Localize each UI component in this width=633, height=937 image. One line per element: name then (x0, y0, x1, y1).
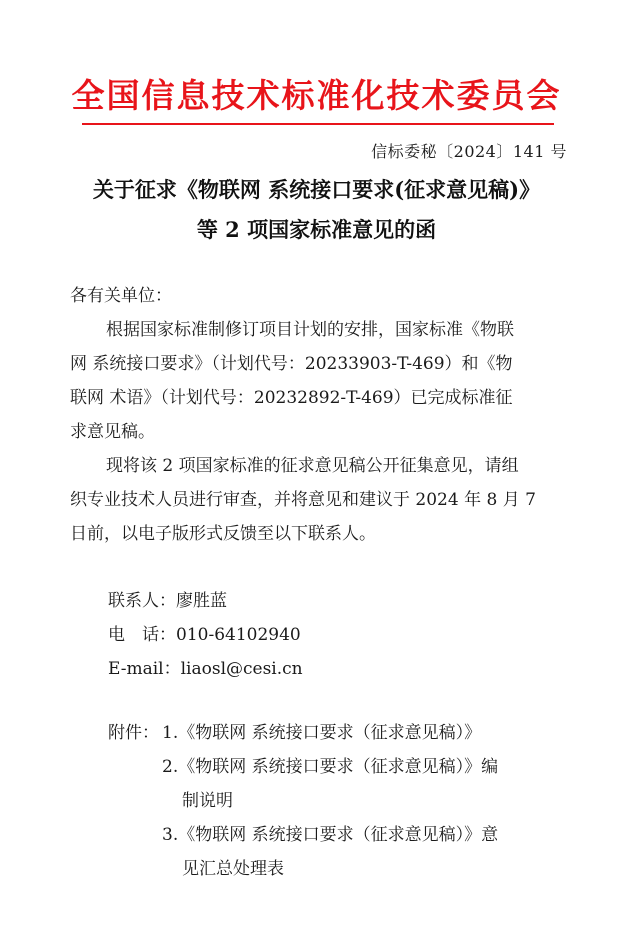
document-title-line-1: 关于征求《物联网 系统接口要求(征求意见稿)》 (92, 177, 541, 202)
paragraph-1-line-2: 网 系统接口要求》（计划代号：20233903-T-469）和《物 (70, 354, 513, 374)
attachment-item-3: 3.《物联网 系统接口要求（征求意见稿）》意 (162, 825, 499, 845)
contact-phone: 电 话：010-64102940 (108, 625, 301, 645)
paragraph-2-line-1: 现将该 2 项国家标准的征求意见稿公开征集意见，请组 (106, 456, 519, 476)
attachments-label: 附件： (108, 723, 159, 743)
paragraph-1-line-3: 联网 术语》（计划代号：20232892-T-469）已完成标准征 (70, 388, 513, 408)
document-title-line-2: 等 2 项国家标准意见的函 (196, 217, 437, 242)
attachment-item-1: 1.《物联网 系统接口要求（征求意见稿）》 (162, 723, 482, 743)
paragraph-1-line-4: 求意见稿。 (70, 422, 155, 442)
organization-header: 全国信息技术标准化技术委员会 (71, 76, 562, 115)
attachment-item-2: 2.《物联网 系统接口要求（征求意见稿）》编 (162, 757, 499, 777)
attachment-item-3-cont: 见汇总处理表 (182, 859, 284, 879)
document-number: 信标委秘〔2024〕141 号 (371, 142, 567, 161)
red-divider-line (82, 123, 554, 125)
contact-name: 联系人：廖胜蓝 (108, 591, 227, 611)
salutation: 各有关单位： (70, 286, 172, 306)
paragraph-2-line-2: 织专业技术人员进行审查，并将意见和建议于 2024 年 8 月 7 (70, 490, 536, 510)
contact-email: E-mail：liaosl@cesi.cn (108, 659, 303, 679)
attachment-item-2-cont: 制说明 (182, 791, 233, 811)
paragraph-1-line-1: 根据国家标准制修订项目计划的安排，国家标准《物联 (106, 320, 514, 340)
paragraph-2-line-3: 日前，以电子版形式反馈至以下联系人。 (70, 524, 376, 544)
